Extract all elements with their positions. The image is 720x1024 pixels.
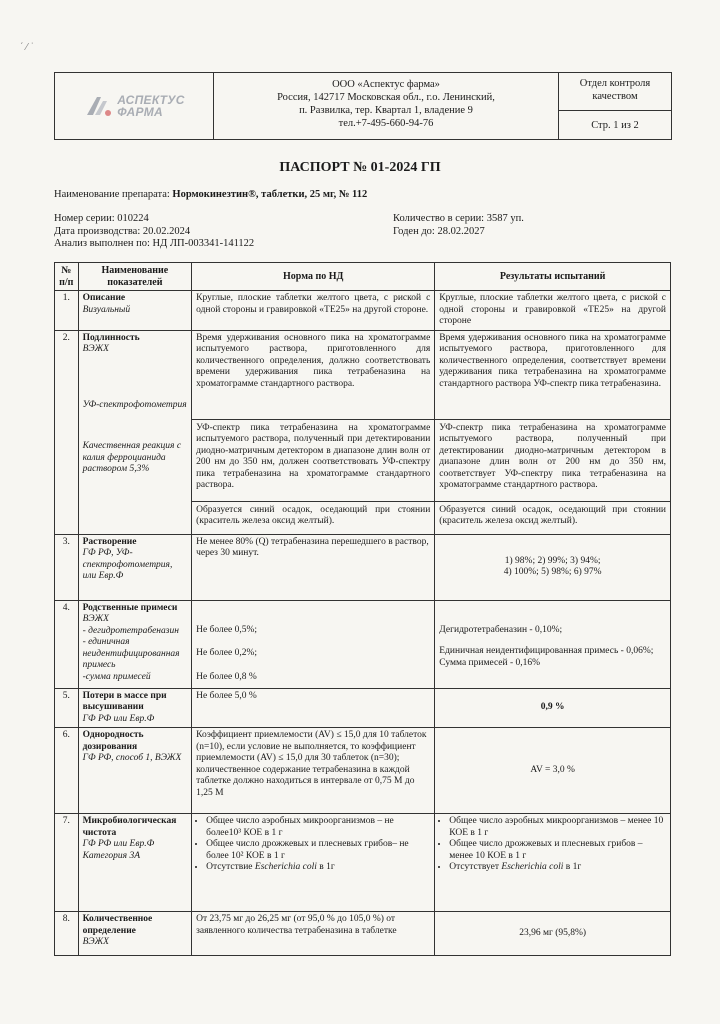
- row-norm: От 23,75 мг до 26,25 мг (от 95,0 % до 105,0 %) от заявленного количества тетрабеназина в таблетке: [192, 912, 435, 956]
- row-num: 5.: [55, 688, 79, 728]
- row-result: 23,96 мг (95,8%): [435, 912, 671, 956]
- result-line: 4) 100%; 5) 98%; 6) 97%: [503, 567, 602, 577]
- row-method: ГФ РФ, способ 1, ВЭЖХ: [82, 753, 182, 763]
- table-row: [55, 534, 671, 600]
- production-date: Дата производства: 20.02.2024: [54, 225, 191, 237]
- row-norm: Круглые, плоские таблетки желтого цвета, с риской с одной стороны и гравировкой «ТЕ25» на другой стороне.: [192, 291, 435, 331]
- batch-number: Номер серии: 010224: [54, 213, 149, 224]
- row-method: ГФ РФ или Евр.Ф: [82, 713, 155, 724]
- row-num: 3.: [55, 534, 79, 600]
- row-sub: -сумма примесей: [82, 671, 151, 682]
- meta-right: [393, 213, 524, 238]
- result-bullet-unit: в 1г: [565, 862, 582, 872]
- row-num: 1.: [55, 291, 79, 331]
- logo-text-1: АСПЕКТУС: [117, 93, 185, 107]
- row-name: Растворение: [82, 536, 137, 547]
- result-bullet: • Общее число аэробных микроорганизмов – менее 10 КОЕ в 1 г: [449, 816, 666, 839]
- result-part: УФ-спектр пика тетрабеназина на хроматограмме испытуемого раствора, полученный при детектировании диодно-матричным детектором в диапазоне длин волн от 200 нм до 350 нм, соответствует УФ-спектру пика тетрабеназина на хроматограмме стандартного раствора.: [435, 419, 670, 497]
- drug-value: Нормокинезтин®, таблетки, 25 мг, № 112: [172, 189, 368, 200]
- result-part: Образуется синий осадок, оседающий при стоянии (краситель железа оксид желтый).: [435, 501, 670, 528]
- norm-part: УФ-спектр пика тетрабеназина на хроматограмме испытуемого раствора, полученный при детектировании диодно-матричным детектором в диапазоне длин волн от 200 нм до 350 нм, должен соответствовать УФ-спектру пика тетрабеназина на хроматограмме стандартного раствора.: [192, 419, 434, 497]
- company-address: [214, 73, 559, 139]
- norm-bullet-organism: Escherichia coli: [254, 862, 317, 872]
- row-result: AV = 3,0 %: [435, 728, 671, 814]
- company-phone: тел.+7-495-660-94-76: [338, 118, 434, 129]
- row-name: Родственные примеси: [82, 602, 178, 613]
- company-name: ООО «Аспектус фарма»: [332, 79, 440, 90]
- row-num: 6.: [55, 728, 79, 814]
- department-name: Отдел контроля качеством: [559, 73, 671, 111]
- row-name-cell: [78, 600, 192, 688]
- row-result: [435, 330, 671, 534]
- company-logo: [55, 73, 214, 139]
- result-bullet: • Общее число дрожжевых и плесневых грибов – менее 10 КОЕ в 1 г: [449, 839, 666, 862]
- norm-line: Не более 0,8 %: [196, 671, 257, 682]
- batch-quantity: Количество в серии: 3587 уп.: [393, 213, 524, 224]
- row-norm: Коэффициент приемлемости (AV) ≤ 15,0 для 10 таблеток (n=10), если условие не выполняется, то коэффициент приемлемости (AV) ≤ 15,0 для 30 таблеток (n=30); количественное содержание тетрабеназина в каждой таблетке должно находиться в интервале от 0,75 М до 1,25 М: [192, 728, 435, 814]
- row-sub: - единичная неидентифицированная примесь: [82, 637, 180, 670]
- row-norm: [192, 814, 435, 912]
- logo-mark-icon: [83, 93, 113, 119]
- result-line: Сумма примесей - 0,16%: [439, 657, 541, 668]
- row-num: 2.: [55, 330, 79, 534]
- norm-bullet: [206, 862, 430, 874]
- row-method: ГФ РФ или Евр.Ф Категория 3А: [82, 839, 155, 861]
- table-row: [55, 600, 671, 688]
- row-name-cell: [78, 330, 192, 534]
- norm-line: Не более 0,2%;: [196, 648, 257, 658]
- handwritten-mark: ˊ ⁄ ˈ: [20, 42, 34, 53]
- row-result: [435, 534, 671, 600]
- norm-bullet-unit: в 1г: [316, 862, 335, 872]
- address-line-2: п. Развилка, тер. Квартал 1, владение 9: [299, 105, 473, 116]
- table-header-row: [55, 263, 671, 291]
- row-result: [435, 600, 671, 688]
- row-name: Потери в массе при высушивании: [82, 690, 167, 712]
- norm-part: Время удерживания основного пика на хроматограмме испытуемого раствора, приготовленного для количественного определения, должно соответствовать времени удерживания пика тетрабеназина на хроматограмме стандартного раствора.: [196, 332, 431, 389]
- header-name: Наименование показателей: [78, 263, 192, 291]
- drug-name: [54, 189, 367, 202]
- norm-part: Образуется синий осадок, оседающий при стоянии (краситель железа оксид желтый).: [192, 501, 434, 528]
- logo-text-2: ФАРМА: [117, 105, 164, 119]
- header-num: № п/п: [55, 263, 79, 291]
- result-part: Время удерживания основного пика на хроматограмме испытуемого раствора, приготовленного для количественного определения, соответствует времени удерживания пика тетрабеназина на хроматограмме стандартного раствора УФ-спектр пика тетрабеназина.: [439, 332, 666, 389]
- result-line: Единичная неидентифицированная примесь - 0,06%;: [439, 646, 654, 656]
- row-name-cell: [78, 728, 192, 814]
- analysis-method: Анализ выполнен по: НД ЛП-003341-141122: [54, 238, 255, 249]
- table-row: [55, 330, 671, 534]
- row-sub: - дегидротетрабеназин: [82, 625, 179, 636]
- row-name: Однородность дозирования: [82, 730, 144, 752]
- row-num: 4.: [55, 600, 79, 688]
- row-result: Круглые, плоские таблетки желтого цвета, с риской с одной стороны и гравировкой «ТЕ25» на другой стороне: [435, 291, 671, 331]
- header-result: Результаты испытаний: [435, 263, 671, 291]
- header-norm: Норма по НД: [192, 263, 435, 291]
- row-num: 8.: [55, 912, 79, 956]
- row-method: ГФ РФ, УФ-спектрофотометрия, или Евр.Ф: [82, 548, 173, 581]
- row-name-cell: [78, 814, 192, 912]
- results-table: [54, 262, 671, 956]
- document-title: ПАСПОРТ № 01-2024 ГП: [279, 160, 441, 175]
- table-row: [55, 814, 671, 912]
- row-name-cell: [78, 291, 192, 331]
- document-header: [54, 72, 672, 140]
- norm-bullet: • Общее число дрожжевых и плесневых грибов– не более 10² КОЕ в 1 г: [206, 839, 430, 862]
- row-method: Визуальный: [82, 304, 131, 315]
- header-side: [559, 73, 671, 139]
- row-result: 0,9 %: [435, 688, 671, 728]
- norm-line: Не более 0,5%;: [196, 624, 257, 635]
- row-method: ВЭЖХ: [82, 614, 109, 624]
- page-number: Стр. 1 из 2: [591, 119, 639, 131]
- row-name: Микробиологическая чистота: [82, 816, 177, 838]
- row-name: Подлинность: [82, 332, 140, 343]
- row-method: ВЭЖХ: [82, 937, 109, 947]
- meta-left: [54, 213, 254, 251]
- row-norm: Не менее 80% (Q) тетрабеназина перешедшего в раствор, через 30 минут.: [192, 534, 435, 600]
- result-bullet-text: Отсутствует: [449, 862, 502, 872]
- table-row: [55, 912, 671, 956]
- row-method: УФ-спектрофотометрия: [82, 399, 187, 410]
- row-name: Количественное определение: [82, 914, 153, 936]
- row-norm: [192, 330, 435, 534]
- address-line-1: Россия, 142717 Московская обл., г.о. Ленинский,: [277, 92, 495, 103]
- drug-label: Наименование препарата:: [54, 189, 170, 200]
- row-norm: Не более 5,0 %: [192, 688, 435, 728]
- row-name-cell: [78, 912, 192, 956]
- row-method: ВЭЖХ: [82, 344, 109, 354]
- row-name-cell: [78, 534, 192, 600]
- table-row: [55, 291, 671, 331]
- row-name-cell: [78, 688, 192, 728]
- table-row: [55, 728, 671, 814]
- row-num: 7.: [55, 814, 79, 912]
- expiry-date: Годен до: 28.02.2027: [393, 225, 485, 237]
- result-line: 1) 98%; 2) 99%; 3) 94%;: [504, 555, 601, 566]
- result-line: Дегидротетрабеназин - 0,10%;: [439, 624, 563, 635]
- norm-bullet-text: Отсутствие: [206, 862, 255, 872]
- row-norm: [192, 600, 435, 688]
- result-bullet: [449, 862, 666, 874]
- norm-bullet: • Общее число аэробных микроорганизмов – не более10³ КОЕ в 1 г: [206, 816, 430, 839]
- row-result: [435, 814, 671, 912]
- result-bullet-organism: Escherichia coli: [501, 862, 564, 872]
- row-name: Описание: [82, 293, 126, 303]
- table-row: [55, 688, 671, 728]
- row-method: Качественная реакция с калия ферроцианида раствором 5,3%: [82, 441, 182, 474]
